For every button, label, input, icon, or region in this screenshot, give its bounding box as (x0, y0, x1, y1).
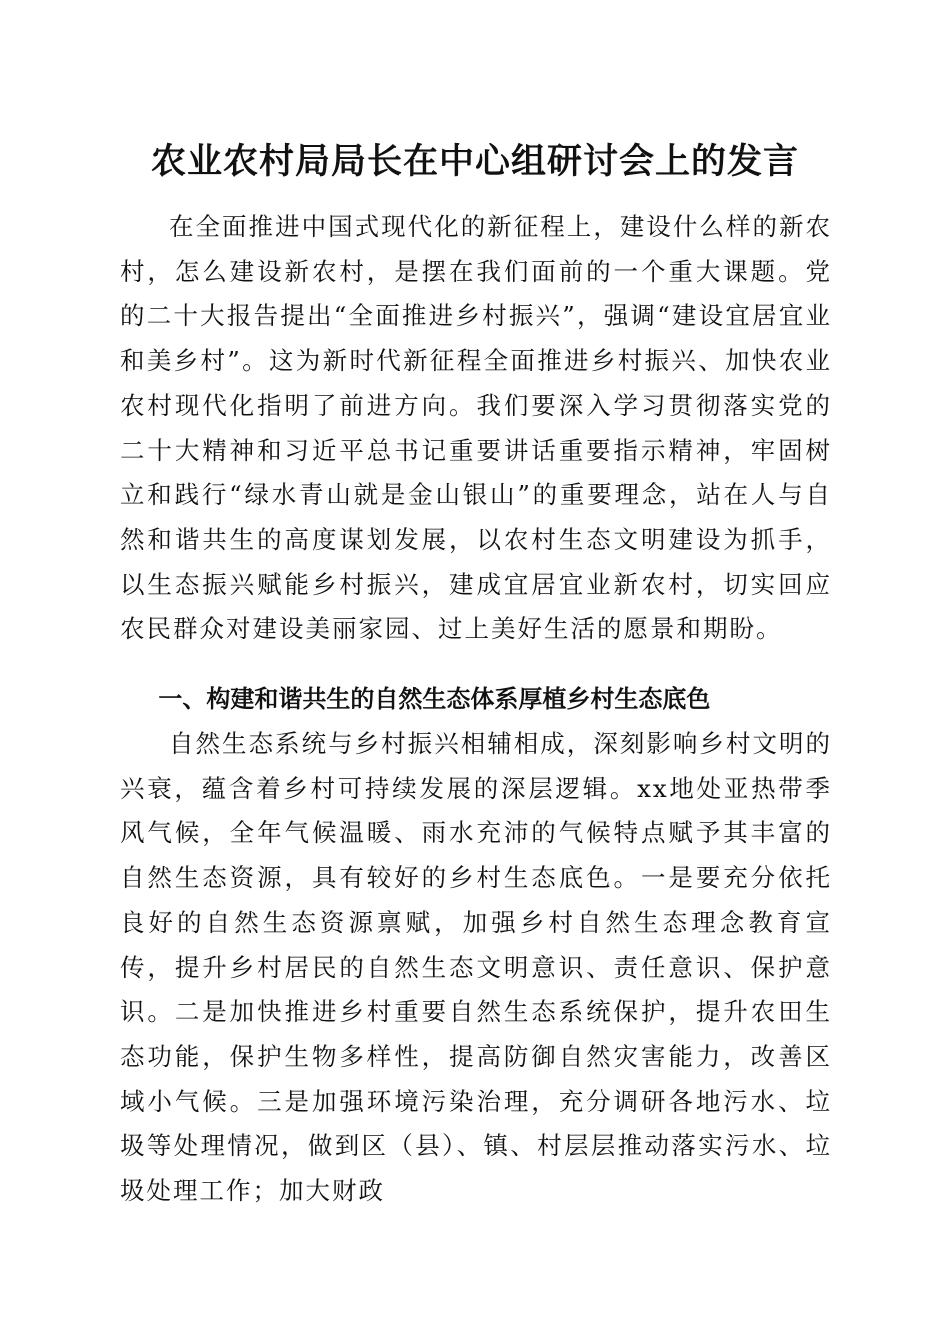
section-paragraph: 自然生态系统与乡村振兴相辅相成，深刻影响乡村文明的兴衰，蕴含着乡村可持续发展的深层逻辑。xx地处亚热带季风气候，全年气候温暖、雨水充沛的气候特点赋予其丰富的自然生态资源，具有较好的乡村生态底色。一是要充分依托良好的自然生态资源禀赋，加强乡村自然生态理念教育宣传，提升乡村居民的自然生态文明意识、责任意识、保护意识。二是加快推进乡村重要自然生态系统保护，提升农田生态功能，保护生物多样性，提高防御自然灾害能力，改善区域小气候。三是加强环境污染治理，充分调研各地污水、垃圾等处理情况，做到区（县）、镇、村层层推动落实污水、垃圾处理工作；加大财政 (120, 729, 832, 1206)
section-heading: 一、构建和谐共生的自然生态体系厚植乡村生态底色 (158, 685, 711, 713)
intro-paragraph: 在全面推进中国式现代化的新征程上，建设什么样的新农村，怎么建设新农村，是摆在我们面前的一个重大课题。党的二十大报告提出“全面推进乡村振兴”，强调“建设宜居宜业和美乡村”。这为新时代新征程全面推进乡村振兴、加快农业农村现代化指明了前进方向。我们要深入学习贯彻落实党的二十大精神和习近平总书记重要讲话重要指示精神，牢固树立和践行“绿水青山就是金山银山”的重要理念，站在人与自然和谐共生的高度谋划发展，以农村生态文明建设为抓手，以生态振兴赋能乡村振兴，建成宜居宜业新农村，切实回应农民群众对建设美丽家园、过上美好生活的愿景和期盼。 (120, 212, 832, 644)
document-title: 农业农村局局长在中心组研讨会上的发言 (150, 141, 799, 182)
